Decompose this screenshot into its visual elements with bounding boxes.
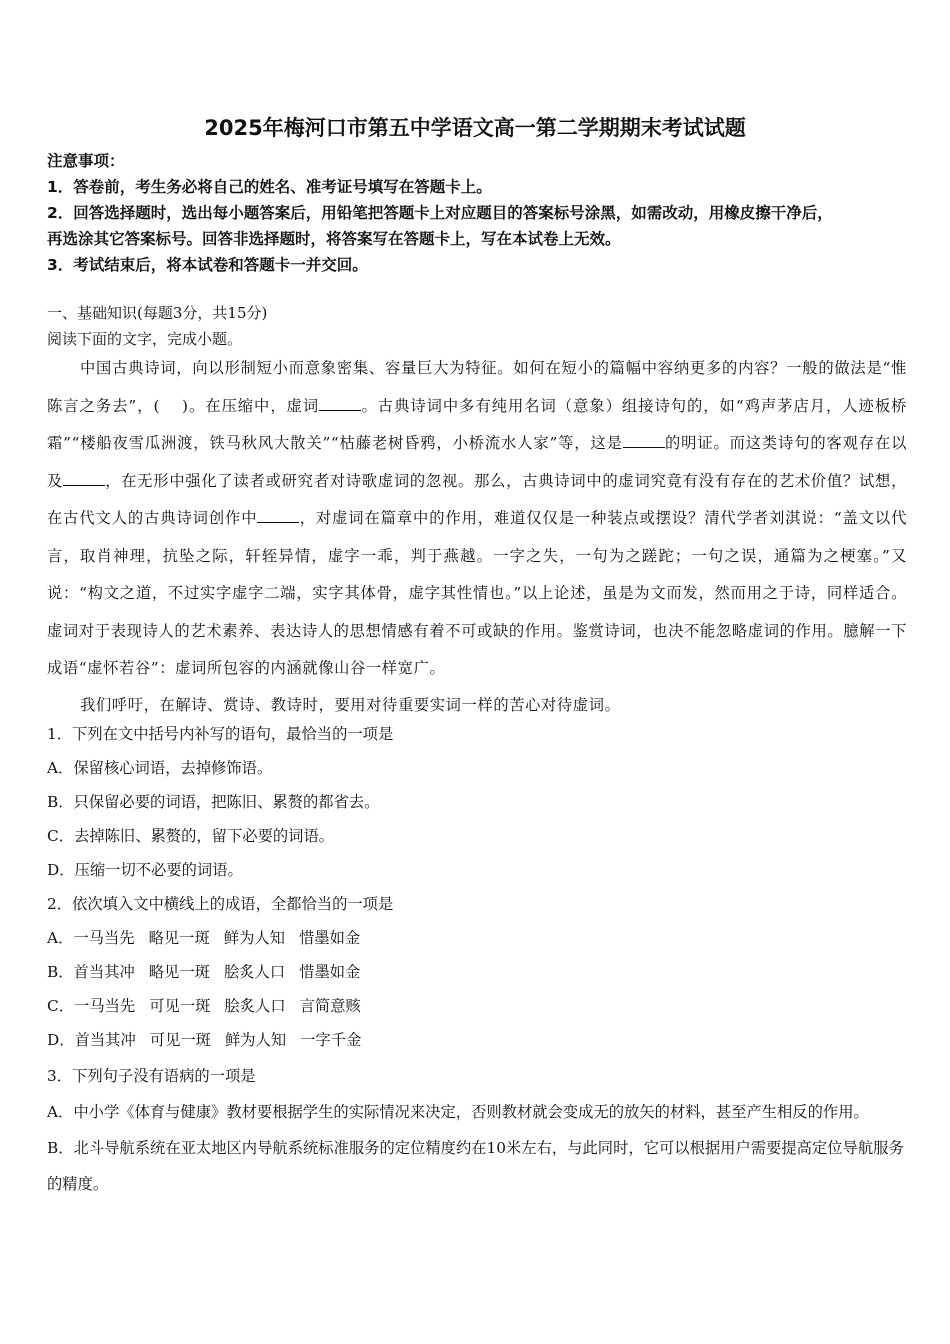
option-word: 脍炙人口: [224, 997, 286, 1015]
option-label: D．: [47, 1031, 75, 1049]
question-1: [47, 717, 907, 887]
option-word: 惜墨如金: [298, 929, 361, 947]
question-3: [47, 1058, 907, 1202]
passage-paragraph-2: 我们呼吁，在解诗、赏诗、教诗时，要用对待重要实词一样的苦心对待虚词。: [80, 695, 621, 714]
question-stem: 3．下列句子没有语病的一项是: [47, 1067, 256, 1085]
question-stem: 1．下列在文中括号内补写的语句，最恰当的一项是: [47, 725, 394, 743]
question-2: [47, 887, 907, 1057]
reading-passage: [47, 350, 907, 722]
option-word: 言简意赅: [299, 997, 361, 1015]
option-word: 首当其冲: [74, 1031, 136, 1049]
option-a[interactable]: A．中小学《体育与健康》教材要根据学生的实际情况来决定，否则教材就会变成无的放矢的材料，甚至产生相反的作用。: [47, 1103, 869, 1121]
passage-text: ，对虚词在篇章中的作用，难道仅仅是一种装点或摆设？清代学者刘淇说：“盖文以代言，取肖神理，抗坠之际，轩轾异情，虚字一乖，判于燕越。一字之失，一句为之蹉跎；一句之误，通篇为之梗塞。”又说：“构文之道，不过实字虚字二端，实字其体骨，虚字其性情也。”以上论述，虽是为文而发，然而用之于诗，同样适合。虚词对于表现诗人的艺术素养、表达诗人的思想情感有着不可或缺的作用。鉴赏诗词，也决不能忽略虚词的作用。臆解一下成语“虚怀若谷”：虚词所包容的内涵就像山谷一样宽广。: [47, 509, 907, 677]
passage-text: 中国古典诗词，向以形制短小而意象密集、容量巨大为特征。如何在短小的篇幅中容纳更多的内容？一般的做法是“惟陈言之务去”，(: [47, 359, 907, 415]
option-label: B．: [47, 963, 74, 981]
fill-blank: [623, 433, 665, 448]
option-word: 一字千金: [300, 1031, 362, 1049]
option-c[interactable]: C．去掉陈旧、累赘的，留下必要的词语。: [47, 827, 335, 845]
option-word: 可见一斑: [149, 997, 211, 1015]
fill-blank: [63, 471, 105, 486]
section-instruction: 阅读下面的文字，完成小题。: [47, 330, 243, 348]
notice-block: [47, 148, 907, 278]
option-label: A．: [47, 929, 74, 947]
option-b[interactable]: [47, 955, 907, 989]
option-word: 一马当先: [73, 929, 135, 947]
option-word: 脍炙人口: [223, 963, 286, 981]
notice-item: 2．回答选择题时，选出每小题答案后，用铅笔把答题卡上对应题目的答案标号涂黑，如需改动，用橡皮擦干净后，: [47, 204, 833, 222]
notice-item: 3．考试结束后，将本试卷和答题卡一并交回。: [47, 256, 368, 274]
section-heading: 一、基础知识(每题3分，共15分): [47, 304, 268, 322]
option-a[interactable]: A．保留核心词语，去掉修饰语。: [47, 759, 273, 777]
option-word: 首当其冲: [73, 963, 135, 981]
passage-paragraph-1: [47, 350, 907, 688]
option-word: 惜墨如金: [299, 963, 361, 981]
option-word: 略见一斑: [148, 929, 210, 947]
option-a[interactable]: [47, 921, 907, 955]
option-b[interactable]: B．只保留必要的词语，把陈旧、累赘的都省去。: [47, 793, 380, 811]
passage-text: 的明证。而这类诗句的客观存在以及: [47, 434, 907, 490]
option-d[interactable]: D．压缩一切不必要的词语。: [47, 861, 243, 879]
option-word: 一马当先: [74, 997, 136, 1015]
notice-item: 再选涂其它答案标号。回答非选择题时，将答案写在答题卡上，写在本试卷上无效。: [47, 230, 621, 248]
section-header: [47, 300, 907, 352]
option-word: 鲜为人知: [223, 929, 285, 947]
notice-heading: 注意事项：: [47, 152, 125, 170]
option-word: 可见一斑: [149, 1031, 211, 1049]
passage-text: 。古典诗词中多有纯用名词（意象）组接诗句的，如“鸡声茅店月，人迹板桥霜”“楼船夜雪瓜洲渡，铁马秋风大散关”“枯藤老树昏鸦，小桥流水人家”等，这是: [47, 396, 907, 452]
option-word: 略见一斑: [148, 963, 210, 981]
fill-blank: [257, 508, 299, 523]
passage-text: ，在无形中强化了读者或研究者对诗歌虚词的忽视。那么，古典诗词中的虚词究竟有没有存在的艺术价值？试想，在古代文人的古典诗词创作中: [47, 471, 907, 527]
notice-item: 1．答卷前，考生务必将自己的姓名、准考证号填写在答题卡上。: [47, 178, 492, 196]
option-label: C．: [47, 997, 75, 1015]
option-d[interactable]: [47, 1023, 907, 1057]
question-stem: 2．依次填入文中横线上的成语，全都恰当的一项是: [47, 895, 394, 913]
fill-blank: [319, 396, 361, 411]
option-word: 鲜为人知: [224, 1031, 287, 1049]
passage-text: )。在压缩中，虚词: [182, 396, 320, 415]
option-c[interactable]: [47, 989, 907, 1023]
option-b[interactable]: B．北斗导航系统在亚太地区内导航系统标准服务的定位精度约在10米左右，与此同时，它可以根据用户需要提高定位导航服务的精度。: [47, 1139, 904, 1193]
page-title: 2025年梅河口市第五中学语文高一第二学期期末考试试题: [204, 116, 746, 140]
